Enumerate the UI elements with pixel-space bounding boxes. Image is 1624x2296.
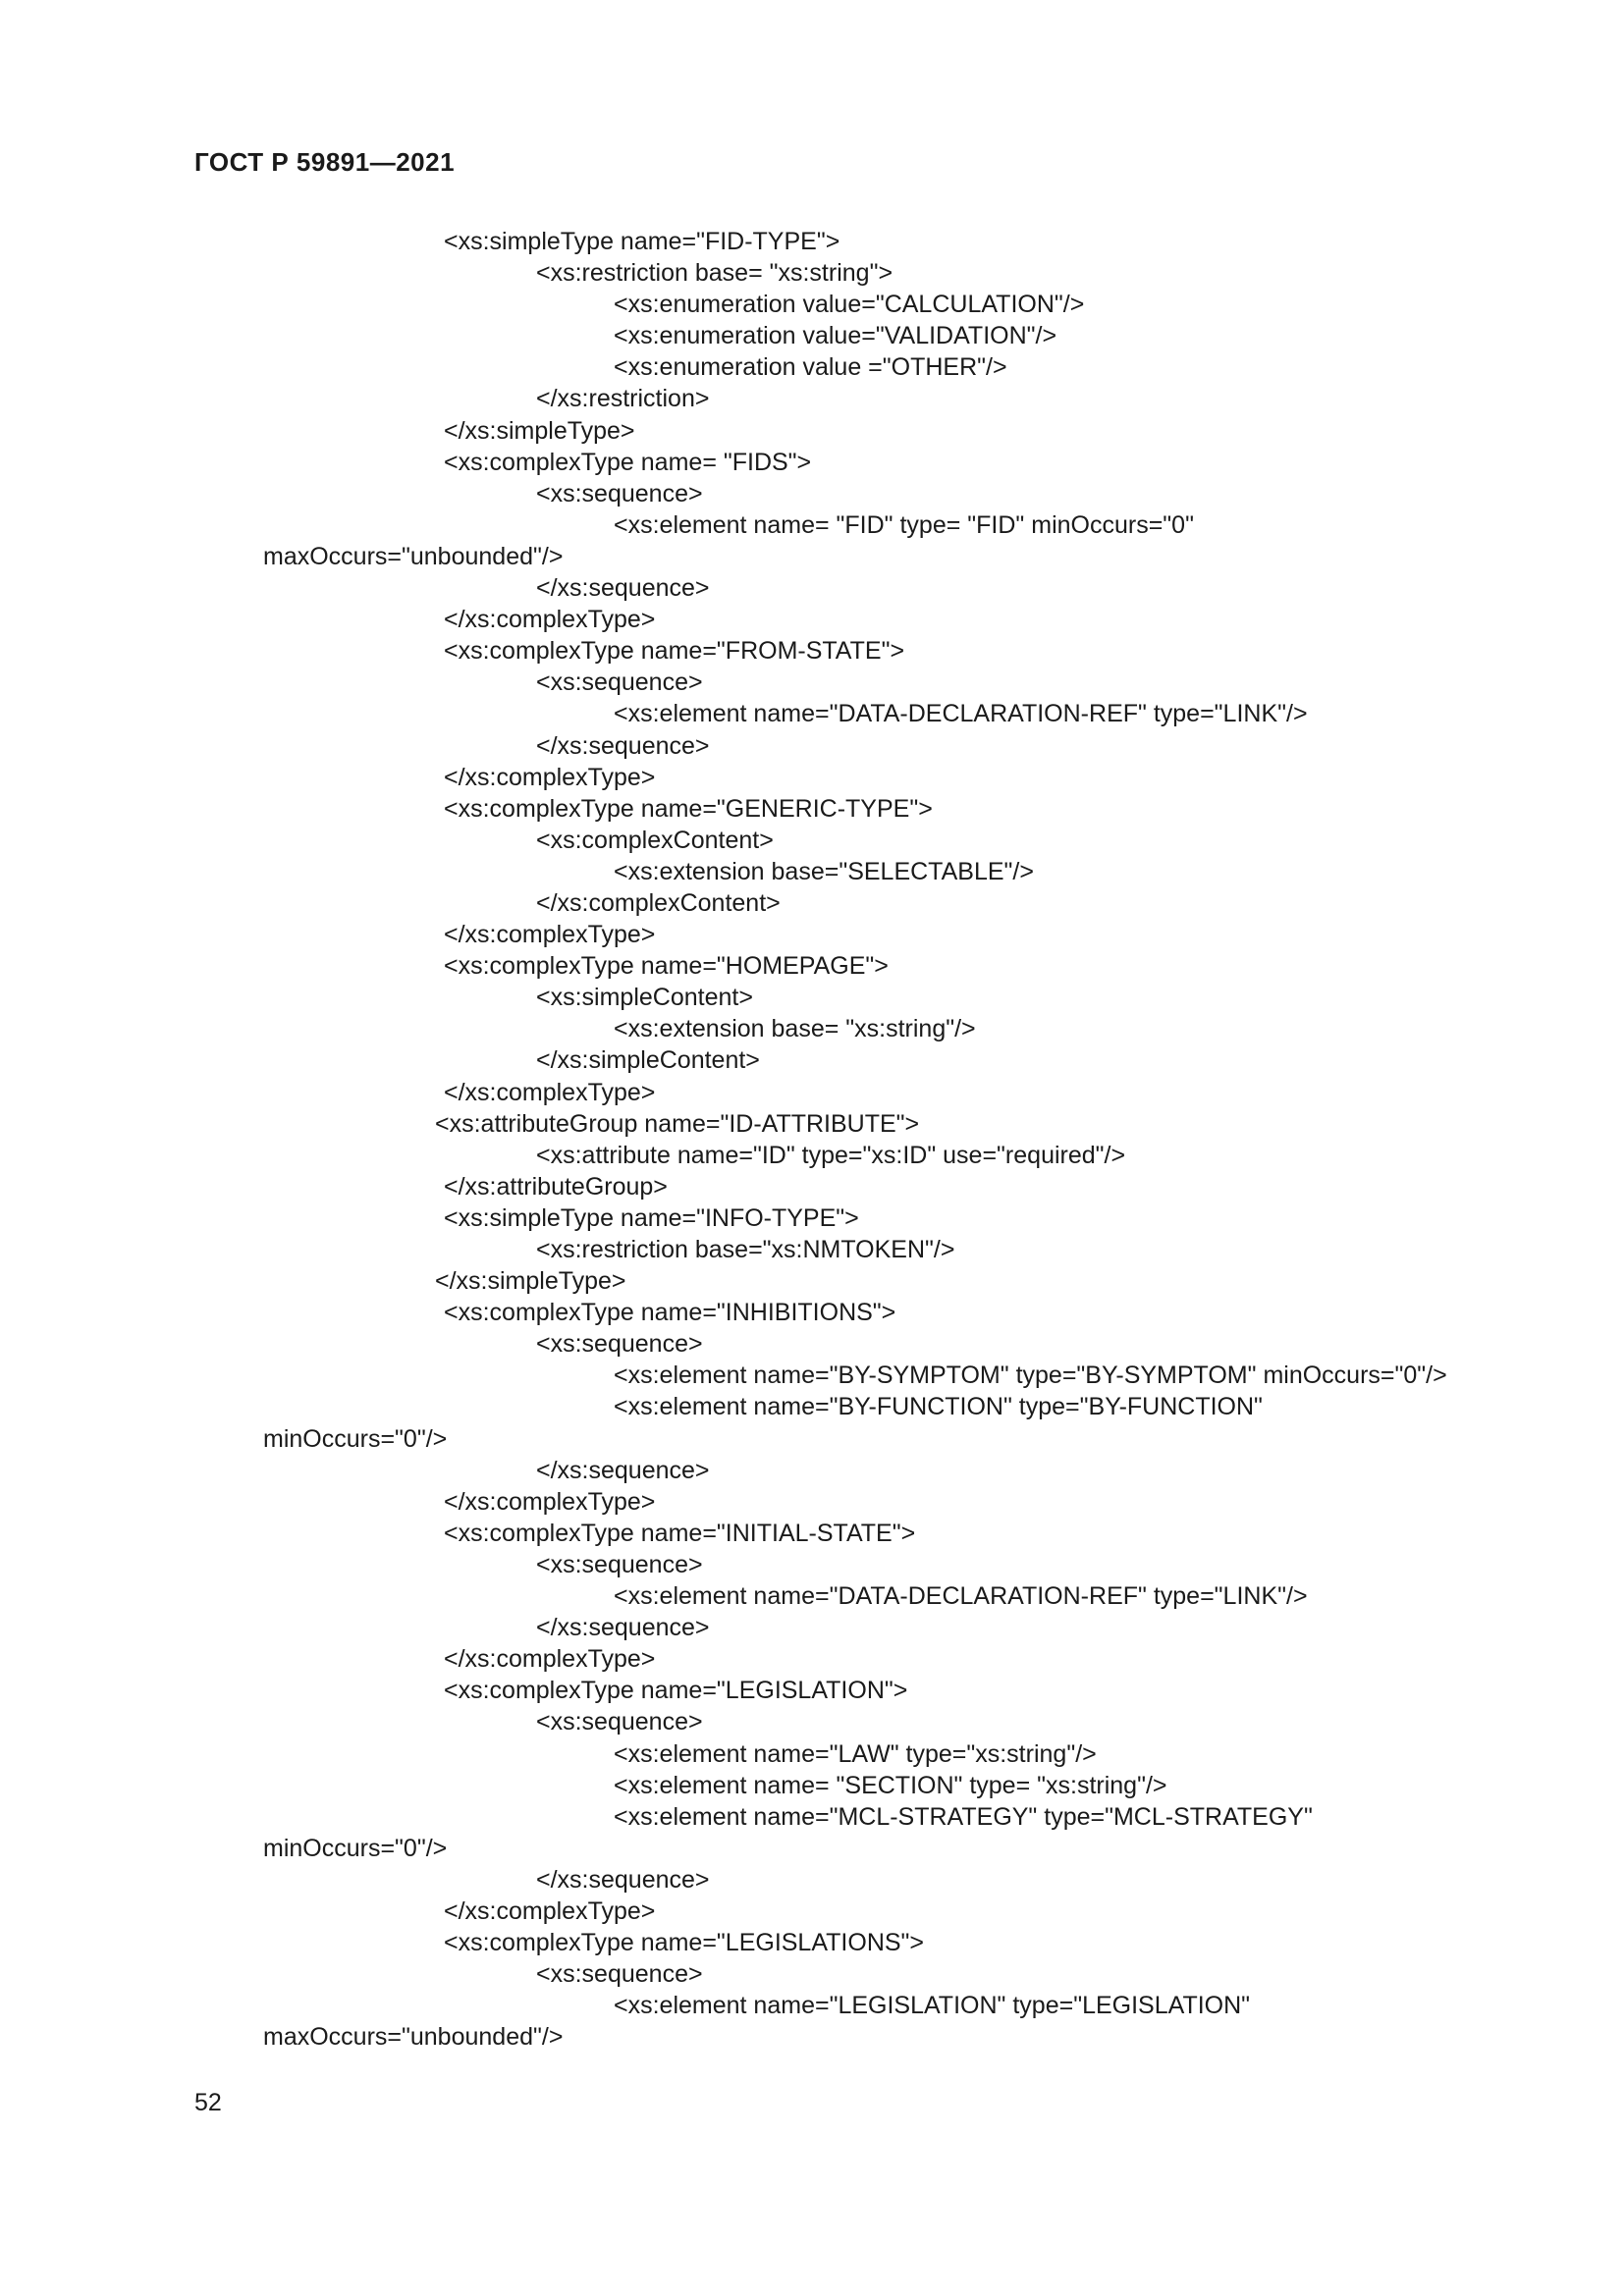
code-line: minOccurs="0"/> <box>263 1424 448 1453</box>
code-line: <xs:extension base="SELECTABLE"/> <box>614 857 1034 885</box>
code-line: <xs:complexType name="INHIBITIONS"> <box>444 1299 896 1327</box>
code-line: <xs:sequence> <box>536 1708 703 1736</box>
code-line: </xs:complexType> <box>444 1645 656 1674</box>
code-line: <xs:complexType name="FROM-STATE"> <box>444 637 905 666</box>
code-line: </xs:sequence> <box>536 1614 710 1642</box>
code-line: </xs:complexType> <box>444 1896 656 1925</box>
code-line: <xs:element name="LAW" type="xs:string"/> <box>614 1739 1097 1768</box>
code-line: <xs:sequence> <box>536 1550 703 1578</box>
code-line: <xs:restriction base="xs:NMTOKEN"/> <box>536 1236 955 1263</box>
code-line: <xs:complexType name="INITIAL-STATE"> <box>444 1519 916 1547</box>
code-line: <xs:complexType name="LEGISLATIONS"> <box>444 1929 925 1957</box>
code-line: maxOccurs="unbounded"/> <box>263 2023 564 2052</box>
code-line: </xs:sequence> <box>536 574 710 603</box>
code-line: <xs:complexType name="LEGISLATION"> <box>444 1677 908 1705</box>
code-line: </xs:complexType> <box>444 1487 656 1516</box>
code-line: <xs:complexType name= "FIDS"> <box>444 448 812 476</box>
code-line: <xs:simpleType name="FID-TYPE"> <box>444 228 840 255</box>
code-line: </xs:complexContent> <box>536 888 781 917</box>
code-line: <xs:element name= "SECTION" type= "xs:string"/> <box>614 1771 1167 1799</box>
code-line: <xs:extension base= "xs:string"/> <box>614 1015 976 1043</box>
code-line: maxOccurs="unbounded"/> <box>263 542 564 570</box>
page-header-title: ГОСТ Р 59891—2021 <box>194 147 456 177</box>
code-line: minOccurs="0"/> <box>263 1834 448 1862</box>
code-line: <xs:element name="BY-SYMPTOM" type="BY-SYMPTOM" minOccurs="0"/> <box>614 1362 1447 1390</box>
code-line: </xs:attributeGroup> <box>444 1172 668 1201</box>
code-line: </xs:simpleType> <box>444 416 635 445</box>
code-line: <xs:enumeration value="VALIDATION"/> <box>614 322 1057 350</box>
code-line: </xs:complexType> <box>444 921 656 949</box>
code-line: <xs:element name="BY-FUNCTION" type="BY-FUNCTION" <box>614 1393 1263 1421</box>
code-line: </xs:simpleContent> <box>536 1046 760 1075</box>
code-line: </xs:sequence> <box>536 731 710 760</box>
code-line: <xs:complexContent> <box>536 826 774 854</box>
code-line: <xs:sequence> <box>536 1330 703 1359</box>
code-line: </xs:simpleType> <box>435 1267 626 1296</box>
code-line: </xs:complexType> <box>444 763 656 791</box>
code-line: <xs:simpleContent> <box>536 984 753 1012</box>
code-line: <xs:enumeration value="CALCULATION"/> <box>614 291 1085 319</box>
code-line: <xs:enumeration value ="OTHER"/> <box>614 353 1007 382</box>
xml-schema-code-block <box>0 226 1624 2053</box>
code-line: </xs:complexType> <box>444 1078 656 1106</box>
code-line: <xs:element name="DATA-DECLARATION-REF" type="LINK"/> <box>614 700 1308 728</box>
code-line: <xs:complexType name="GENERIC-TYPE"> <box>444 794 933 823</box>
code-line: </xs:restriction> <box>536 385 710 413</box>
code-line: <xs:sequence> <box>536 1960 703 1989</box>
code-line: </xs:complexType> <box>444 606 656 634</box>
code-line: <xs:element name="MCL-STRATEGY" type="MCL-STRATEGY" <box>614 1802 1313 1831</box>
code-line: <xs:simpleType name="INFO-TYPE"> <box>444 1203 859 1232</box>
code-line: <xs:attributeGroup name="ID-ATTRIBUTE"> <box>435 1109 920 1138</box>
code-line: <xs:sequence> <box>536 479 703 507</box>
code-line: <xs:restriction base= "xs:string"> <box>536 259 893 288</box>
code-line: </xs:sequence> <box>536 1456 710 1484</box>
code-line: </xs:sequence> <box>536 1865 710 1894</box>
code-line: <xs:element name= "FID" type= "FID" minOccurs="0" <box>614 510 1194 539</box>
code-line: <xs:attribute name="ID" type="xs:ID" use="required"/> <box>536 1141 1126 1169</box>
page-number: 52 <box>194 2089 222 2116</box>
code-line: <xs:element name="LEGISLATION" type="LEGISLATION" <box>614 1992 1251 2020</box>
code-line: <xs:complexType name="HOMEPAGE"> <box>444 952 889 981</box>
code-line: <xs:element name="DATA-DECLARATION-REF" type="LINK"/> <box>614 1582 1308 1611</box>
code-line: <xs:sequence> <box>536 668 703 697</box>
